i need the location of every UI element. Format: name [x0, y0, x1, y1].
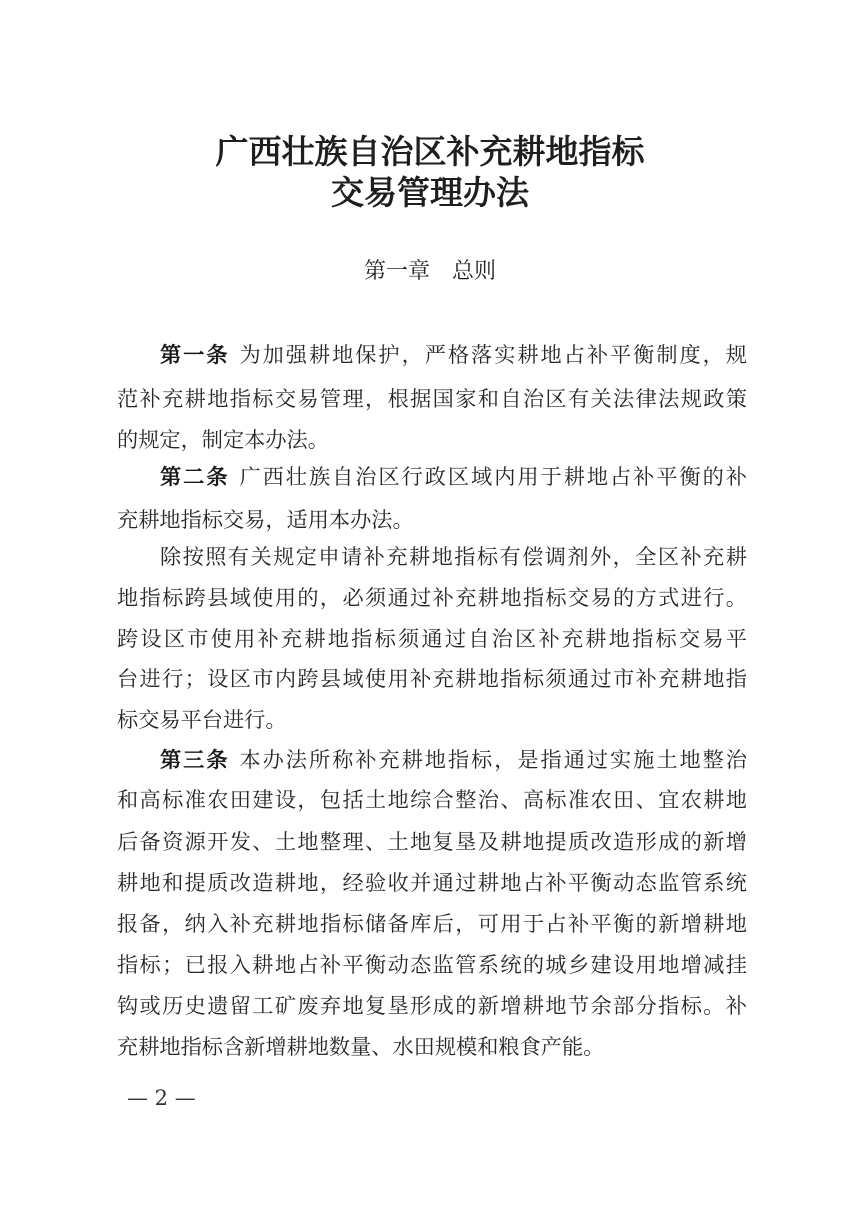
chapter-heading: 第一章 总则 — [363, 259, 496, 284]
document-title-line-2: 交易管理办法 — [331, 173, 529, 212]
article-1-text-1: 为加强耕地保护，严格落实耕地占补平衡制度，规 — [239, 342, 747, 367]
article-2-para-2-line-1: 除按照有关规定申请补充耕地指标有偿调剂外，全区补充耕 — [160, 544, 747, 569]
article-2-line-1 — [160, 462, 747, 492]
article-3-line-2: 和高标准农田建设，包括土地综合整治、高标准农田、宜农耕地 — [117, 787, 747, 812]
article-3-line-7: 钩或历史遗留工矿废弃地复垦形成的新增耕地节余部分指标。补 — [117, 993, 747, 1018]
article-3-line-1 — [160, 745, 747, 775]
article-3-line-5: 报备，纳入补充耕地指标储备库后，可用于占补平衡的新增耕地 — [117, 911, 747, 936]
article-1-line-2: 范补充耕地指标交易管理，根据国家和自治区有关法律法规政策 — [117, 386, 747, 411]
page-number: — 2 — — [127, 1086, 196, 1110]
article-3-line-6: 指标；已报入耕地占补平衡动态监管系统的城乡建设用地增减挂 — [117, 952, 747, 977]
article-3-line-3: 后备资源开发、土地整理、土地复垦及耕地提质改造形成的新增 — [117, 829, 747, 854]
article-2-text-1: 广西壮族自治区行政区域内用于耕地占补平衡的补 — [239, 464, 747, 489]
article-3-line-8: 充耕地指标含新增耕地数量、水田规模和粮食产能。 — [117, 1034, 605, 1059]
article-1-line-3: 的规定，制定本办法。 — [117, 427, 329, 452]
article-1-label: 第一条 — [160, 342, 230, 367]
article-2-para-2-line-3: 跨设区市使用补充耕地指标须通过自治区补充耕地指标交易平 — [117, 626, 747, 651]
article-2-line-2: 充耕地指标交易，适用本办法。 — [117, 507, 414, 532]
article-2-para-2-line-4: 台进行；设区市内跨县域使用补充耕地指标须通过市补充耕地指 — [117, 666, 747, 691]
article-2-para-2-line-2: 地指标跨县域使用的，必须通过补充耕地指标交易的方式进行。 — [117, 585, 747, 610]
article-3-label: 第三条 — [160, 747, 230, 772]
article-2-label: 第二条 — [160, 464, 230, 489]
article-1-line-1 — [160, 340, 747, 370]
article-3-line-4: 耕地和提质改造耕地，经验收并通过耕地占补平衡动态监管系统 — [117, 870, 747, 895]
document-title-line-1: 广西壮族自治区补充耕地指标 — [215, 132, 645, 171]
article-2-para-2-line-5: 标交易平台进行。 — [117, 707, 287, 732]
article-3-text-1: 本办法所称补充耕地指标，是指通过实施土地整治 — [239, 747, 747, 772]
